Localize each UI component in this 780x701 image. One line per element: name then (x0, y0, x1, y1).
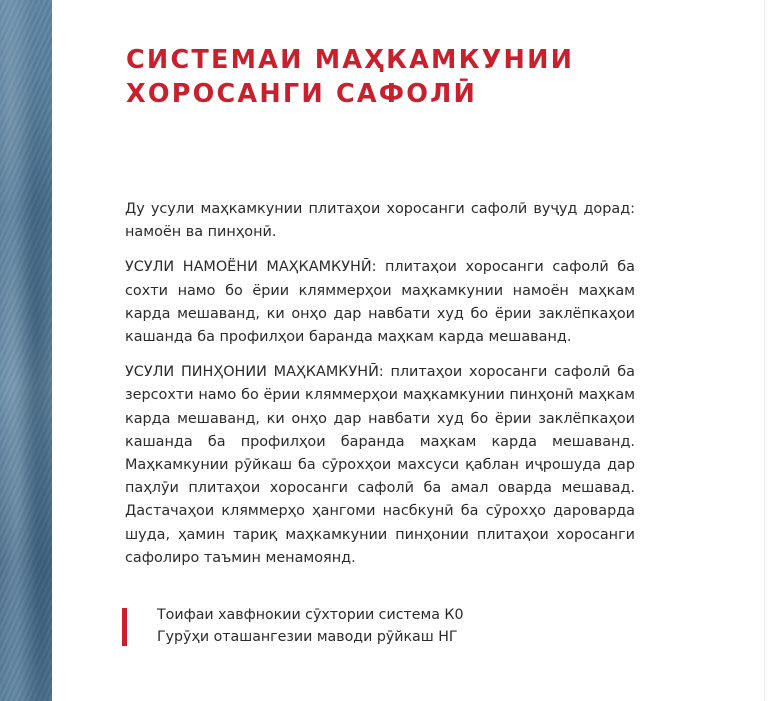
hidden-method-paragraph: УСУЛИ ПИНҲОНИИ МАҲКАМКУНӢ: плитаҳои хоросанги сафолӣ ба зерсохти намо бо ёрии кляммерҳои маҳкамкунии пинҳонӣ маҳкам карда мешаванд, ки онҳо дар навбати худ бо ёрии заклёпкаҳои кашанда ба профилҳои баранда маҳкам карда мешаванд. Маҳкамкунии рӯйкаш ба сӯрохҳои махсуси қаблан иҷрошуда дар паҳлӯи плитаҳои хоросанги сафолӣ ба амал оварда мешавад. Дастачаҳои кляммерҳо ҳангоми насбкунӣ ба сӯрохҳо дароварда шуда, ҳамин тариқ маҳкамкунии пинҳонии плитаҳои хоросанги сафолиро таъмин менамоянд. (125, 364, 635, 566)
stone-texture-strip (0, 0, 52, 701)
fire-hazard-class: Тоифаи хавфнокии сӯхтории система К0 (157, 607, 464, 623)
page-edge (764, 0, 780, 701)
page-title-line-1: СИСТЕМАИ МАҲКАМКУНИИ (126, 45, 575, 75)
fire-safety-text (157, 604, 517, 648)
page-title (126, 43, 574, 111)
page-title-line-2: ХОРОСАНГИ САФОЛӢ (126, 79, 478, 109)
accent-bar (122, 608, 127, 646)
flammability-group: Гурӯҳи оташангезии маводи рӯйкаш НГ (157, 629, 458, 645)
body-text (125, 198, 635, 582)
intro-paragraph: Ду усули маҳкамкунии плитаҳои хоросанги сафолӣ вуҷуд дорад: намоён ва пинҳонӣ. (125, 201, 635, 241)
visible-method-paragraph: УСУЛИ НАМОЁНИ МАҲКАМКУНӢ: плитаҳои хоросанги сафолӣ ба сохти намо бо ёрии кляммерҳои маҳкамкунии намоён маҳкам карда мешаванд, ки онҳо дар навбати худ бо ёрии заклёпкаҳои кашанда ба профилҳои баранда маҳкам карда мешаванд. (125, 259, 635, 346)
